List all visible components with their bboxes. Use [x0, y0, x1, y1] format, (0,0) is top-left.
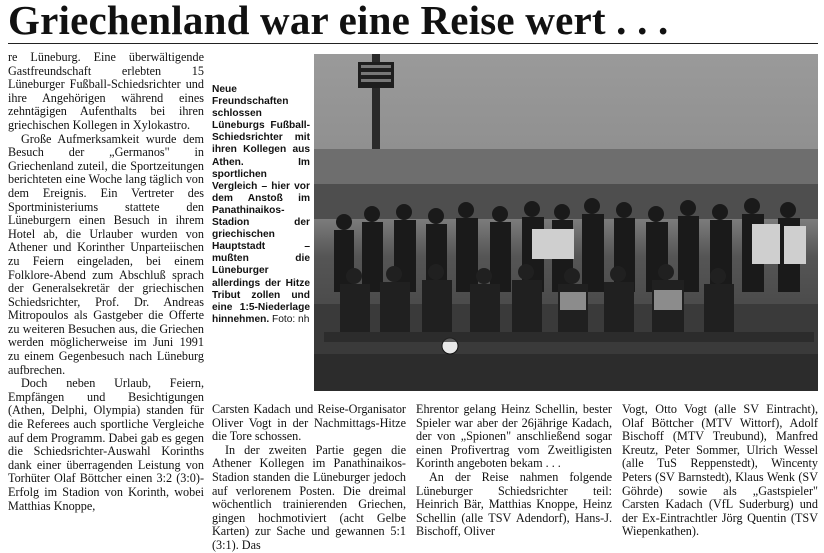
article-column-3 [416, 403, 612, 539]
team-photo-illustration [314, 54, 818, 391]
caption-text: Neue Freundschaften schlossen Lüneburgs Fußball-Schiedsrichter mit ihren Kollegen aus Athen. Im sportlichen Vergleich – hier vor dem Anstoß im Panathinaikos-Stadion der griechischen Hauptstadt – mußten die Lüneburger allerdings der Hitze Tribut zollen und eine 1:5-Niederlage hinnehmen. [212, 84, 310, 325]
photo-credit: Foto: nh [272, 313, 310, 325]
paragraph: re Lüneburg. Eine überwältigende Gastfreundschaft erlebten 15 Lüneburger Fußball-Schiedsrichter und ihre Angehörigen während eines zehntägigen Aufenthalts bei ihren griechischen Kollegen in Xylokastro. [8, 50, 204, 132]
photo-caption [212, 84, 310, 326]
headline-rule [8, 43, 818, 44]
paragraph: An der Reise nahmen folgende Lüneburger Schiedsrichter teil: Heinrich Bär, Matthias Knoppe, Heinz Schellin (alle TSV Adendorf), Hans-J. Bischoff, Oliver [416, 469, 612, 539]
article-column-4 [622, 403, 818, 539]
article-column-2 [212, 403, 406, 553]
paragraph: Doch neben Urlaub, Feiern, Empfängen und Besichtigungen (Athen, Delphi, Olympia) standen für die Referees auch sportliche Vergleiche auf dem Programm. Dabei gab es gegen die Schiedsrichter-Auswahl Korinths dank einer überragenden Leistung von Torhüter Olaf Böttcher einen 3:2 (3:0)-Erfolg im Stadion von Korinth, wobei Matthias Knoppe, [8, 376, 204, 513]
paragraph: Große Aufmerksamkeit wurde dem Besuch der „Germanos" in Griechenland zuteil, die Sportzeitungen berichteten eine Woche lang täglich von dem Ereignis. Ein Vertreter des Sportministeriums stattete den Lüneburgern einen Besuch in ihrem Hotel ab, die Urlauber wurden von Athener und Korinther Unparteiischen zu Feiern eingeladen, bei einem Folklore-Abend zum Abschluß sprach der Generalsekretär der griechischen Schiedsrichter, Prof. Dr. Andreas Mitropoulos als Gastgeber die Offerte zu weiteren Besuchen aus, die Griechen werden möglicherweise im Juni 1991 zu einem Gegenbesuch nach Lüneburg aufbrechen. [8, 131, 204, 377]
headline: Griechenland war eine Reise wert . . . [8, 0, 669, 43]
paragraph: Ehrentor gelang Heinz Schellin, bester Spieler war aber der 26jährige Kadach, der von „Spionen" anschließend sogar einen Profivertrag vom Zweitligisten Korinth angeboten bekam . . . [416, 402, 612, 471]
article-column-1 [8, 51, 204, 513]
paragraph: Carsten Kadach und Reise-Organisator Oliver Vogt in der Nachmittags-Hitze die Tore schossen. [212, 402, 406, 444]
paragraph: Vogt, Otto Vogt (alle SV Eintracht), Olaf Böttcher (MTV Wittorf), Adolf Bischoff (MTV Treubund), Manfred Kreutz, Peter Sommer, Ulrich Wessel (alle TuS Reppenstedt), Wincenty Peters (SV Barnstedt), Klaus Wenk (SV Göhrde) sowie als „Gastspieler" Carsten Kadach (VfL Suderburg) und der Ex-Eintrachtler Jörg Quentin (TSV Wiepenkathen). [622, 402, 818, 539]
paragraph: In der zweiten Partie gegen die Athener Kollegen im Panathinaikos-Stadion standen die Lüneburger jedoch auf verlorenem Posten. Die dreimal wöchentlich trainierenden Griechen, gingen hochmotiviert (acht Gelbe Karten) zur Sache und gewannen 5:1 (3:1). Das [212, 442, 406, 552]
team-photo [314, 54, 818, 391]
